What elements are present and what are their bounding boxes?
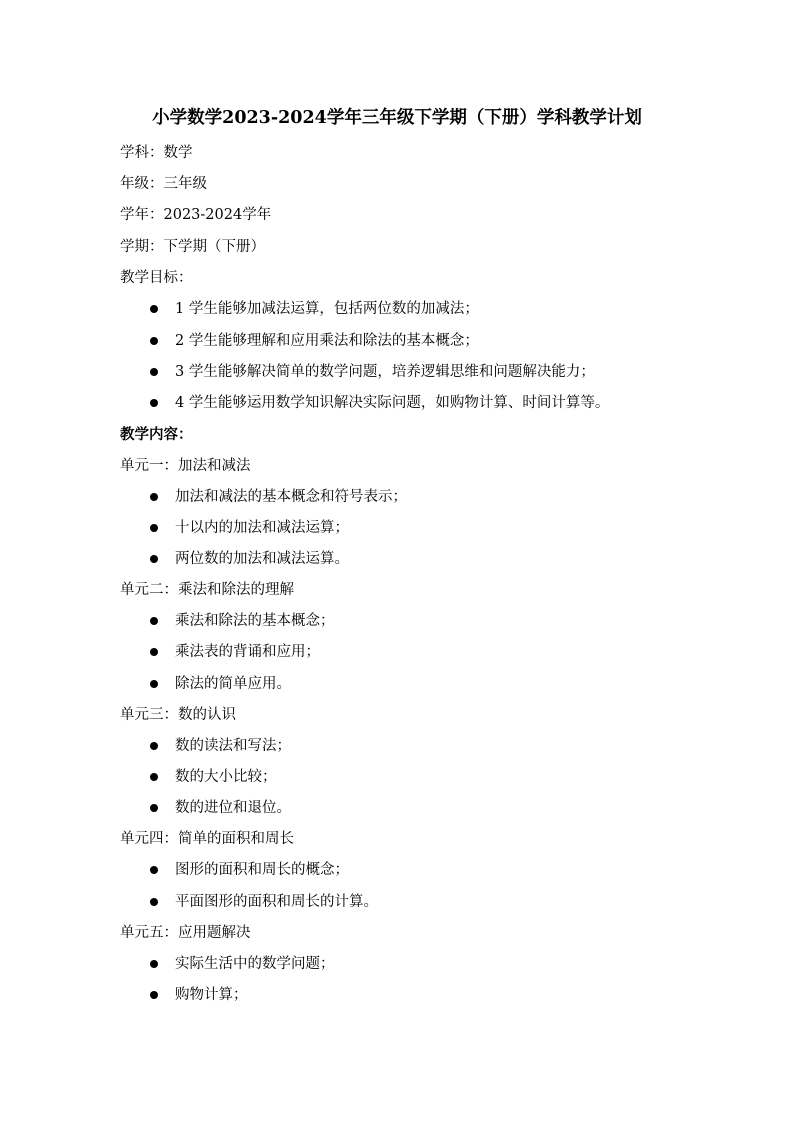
document-title: 小学数学2023-2024学年三年级下学期（下册）学科教学计划: [152, 108, 642, 128]
bullet-icon: [150, 804, 158, 812]
unit-item-text: 十以内的加法和减法运算；: [175, 520, 349, 536]
unit-title: 单元二：乘法和除法的理解: [120, 582, 294, 598]
bullet-icon: [150, 555, 158, 563]
content-heading: 教学内容：: [120, 426, 193, 443]
bullet-icon: [150, 960, 158, 968]
goal-text: 3 学生能够解决简单的数学问题，培养逻辑思维和问题解决能力；: [175, 364, 595, 380]
bullet-icon: [150, 617, 158, 625]
bullet-icon: [150, 337, 158, 345]
bullet-icon: [150, 368, 158, 376]
unit-item-text: 数的进位和退位。: [175, 800, 291, 816]
unit-item-text: 平面图形的面积和周长的计算。: [175, 894, 378, 910]
unit-item-text: 数的大小比较；: [175, 769, 277, 785]
bullet-icon: [150, 524, 158, 532]
bullet-icon: [150, 648, 158, 656]
bullet-icon: [150, 742, 158, 750]
unit-item-text: 购物计算；: [175, 987, 248, 1003]
unit-item-text: 实际生活中的数学问题；: [175, 956, 335, 972]
unit-item-text: 加法和减法的基本概念和符号表示；: [175, 489, 407, 505]
bullet-icon: [150, 866, 158, 874]
unit-title: 单元五：应用题解决: [120, 925, 251, 941]
bullet-icon: [150, 898, 158, 906]
unit-title: 单元三：数的认识: [120, 707, 236, 723]
info-grade: 年级：三年级: [120, 176, 207, 192]
unit-title: 单元一：加法和减法: [120, 458, 251, 474]
unit-item-text: 图形的面积和周长的概念；: [175, 862, 349, 878]
unit-title: 单元四：简单的面积和周长: [120, 831, 294, 847]
info-subject: 学科：数学: [120, 145, 193, 161]
goal-text: 1 学生能够加减法运算，包括两位数的加减法；: [175, 301, 479, 317]
goal-text: 2 学生能够理解和应用乘法和除法的基本概念；: [175, 333, 479, 349]
unit-item-text: 乘法表的背诵和应用；: [175, 644, 320, 660]
bullet-icon: [150, 991, 158, 999]
bullet-icon: [150, 399, 158, 407]
unit-item-text: 数的读法和写法；: [175, 738, 291, 754]
unit-item-text: 除法的简单应用。: [175, 676, 291, 692]
bullet-icon: [150, 680, 158, 688]
unit-item-text: 两位数的加法和减法运算。: [175, 551, 349, 567]
unit-item-text: 乘法和除法的基本概念；: [175, 613, 335, 629]
goals-heading: 教学目标：: [120, 270, 193, 286]
bullet-icon: [150, 493, 158, 501]
bullet-icon: [150, 773, 158, 781]
info-school-year: 学年：2023-2024学年: [120, 207, 272, 223]
bullet-icon: [150, 305, 158, 313]
info-term: 学期：下学期（下册）: [120, 239, 265, 255]
goal-text: 4 学生能够运用数学知识解决实际问题，如购物计算、时间计算等。: [175, 395, 610, 411]
